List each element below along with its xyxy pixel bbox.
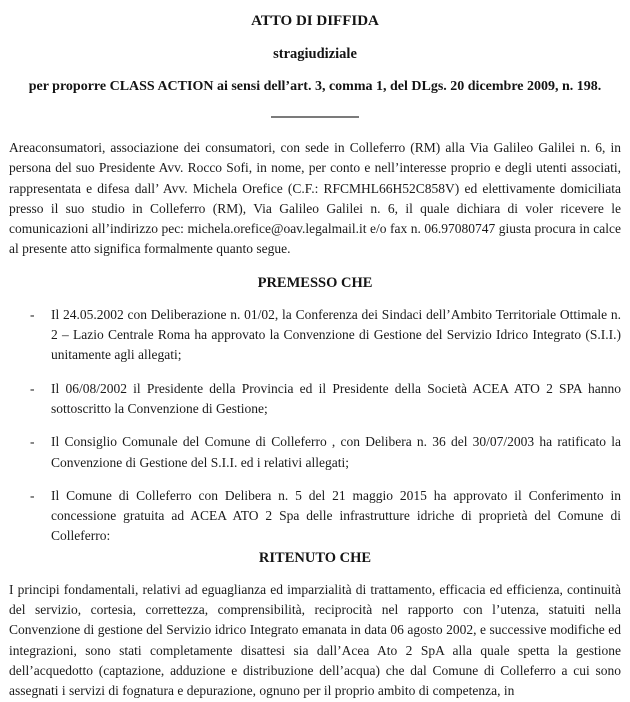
ritenuto-heading: RITENUTO CHE <box>258 549 372 566</box>
dash-bullet: - <box>30 487 35 503</box>
list-item <box>9 432 621 473</box>
list-item-text: Il Comune di Colleferro con Delibera n. 5 del 21 maggio 2015 ha approvato il Conferimento in concessione gratuita ad ACEA ATO 2 Spa delle infrastrutture idriche di proprietà del Comune di Colleferro: <box>51 487 621 544</box>
list-item <box>9 305 621 366</box>
list-item <box>9 379 621 420</box>
list-item <box>9 486 621 547</box>
list-item-text: Il Consiglio Comunale del Comune di Colleferro , con Delibera n. 36 del 30/07/2003 ha ratificato la Convenzione di Gestione del S.I.I. ed i relativi allegati; <box>51 434 621 470</box>
dash-bullet: - <box>30 380 35 396</box>
premesso-heading: PREMESSO CHE <box>257 274 373 291</box>
list-item-text: Il 24.05.2002 con Deliberazione n. 01/02, la Conferenza dei Sindaci dell’Ambito Territoriale Ottimale n. 2 – Lazio Centrale Roma ha approvato la Convenzione di Gestione del Servizio Idrico Integrato (S.I.I.) unitamente agli allegati; <box>51 306 621 363</box>
horizontal-divider <box>271 116 359 118</box>
document-subtitle: stragiudiziale <box>273 46 357 62</box>
list-item-text: Il 06/08/2002 il Presidente della Provincia ed il Presidente della Società ACEA ATO 2 SPA hanno sottoscritto la Convenzione di Gestione; <box>51 380 621 416</box>
dash-bullet: - <box>30 434 35 450</box>
intro-paragraph: Areaconsumatori, associazione dei consumatori, con sede in Colleferro (RM) alla Via Galileo Galilei n. 6, in persona del suo Presidente Avv. Rocco Sofi, in nome, per conto e nell’interesse proprio e degli utenti associati, rappresentata e difesa dall’ Avv. Michela Orefice (C.F.: RFCMHL66H52C858V) ed elettivamente domiciliata presso il suo studio in Colleferro (RM), Via Galileo Galilei n. 6, il quale dichiara di voler ricevere le comunicazioni all’indirizzo pec: michela.orefice@oav.legalmail.it e/o fax n. 06.97080747 giusta procura in calce al presente atto significa formalmente quanto segue. <box>9 140 621 257</box>
document-title: ATTO DI DIFFIDA <box>251 13 379 29</box>
premesso-list <box>9 305 621 547</box>
ritenuto-paragraph: I principi fondamentali, relativi ad eguaglianza ed imparzialità di trattamento, efficacia ed efficienza, continuità del servizio, cortesia, correttezza, comprensibilità, reciprocità nel rapporto con l’utenza, statuiti nella Convenzione di gestione del Servizio idrico Integrato emanata in data 06 agosto 2002, e successive modifiche ed integrazioni, sono stati completamente disattesi sia dall’Acea Ato 2 SpA alla quale spetta la gestione dell’acquedotto (captazione, adduzione e distribuzione dell’acqua) che dal Comune di Colleferro a cui sono assegnati i servizi di fognatura e depurazione, ognuno per il proprio ambito di competenza, in <box>9 581 621 699</box>
class-action-subject-line: per proporre CLASS ACTION ai sensi dell’art. 3, comma 1, del DLgs. 20 dicembre 2009, n. 198. <box>28 79 602 94</box>
dash-bullet: - <box>30 306 35 322</box>
